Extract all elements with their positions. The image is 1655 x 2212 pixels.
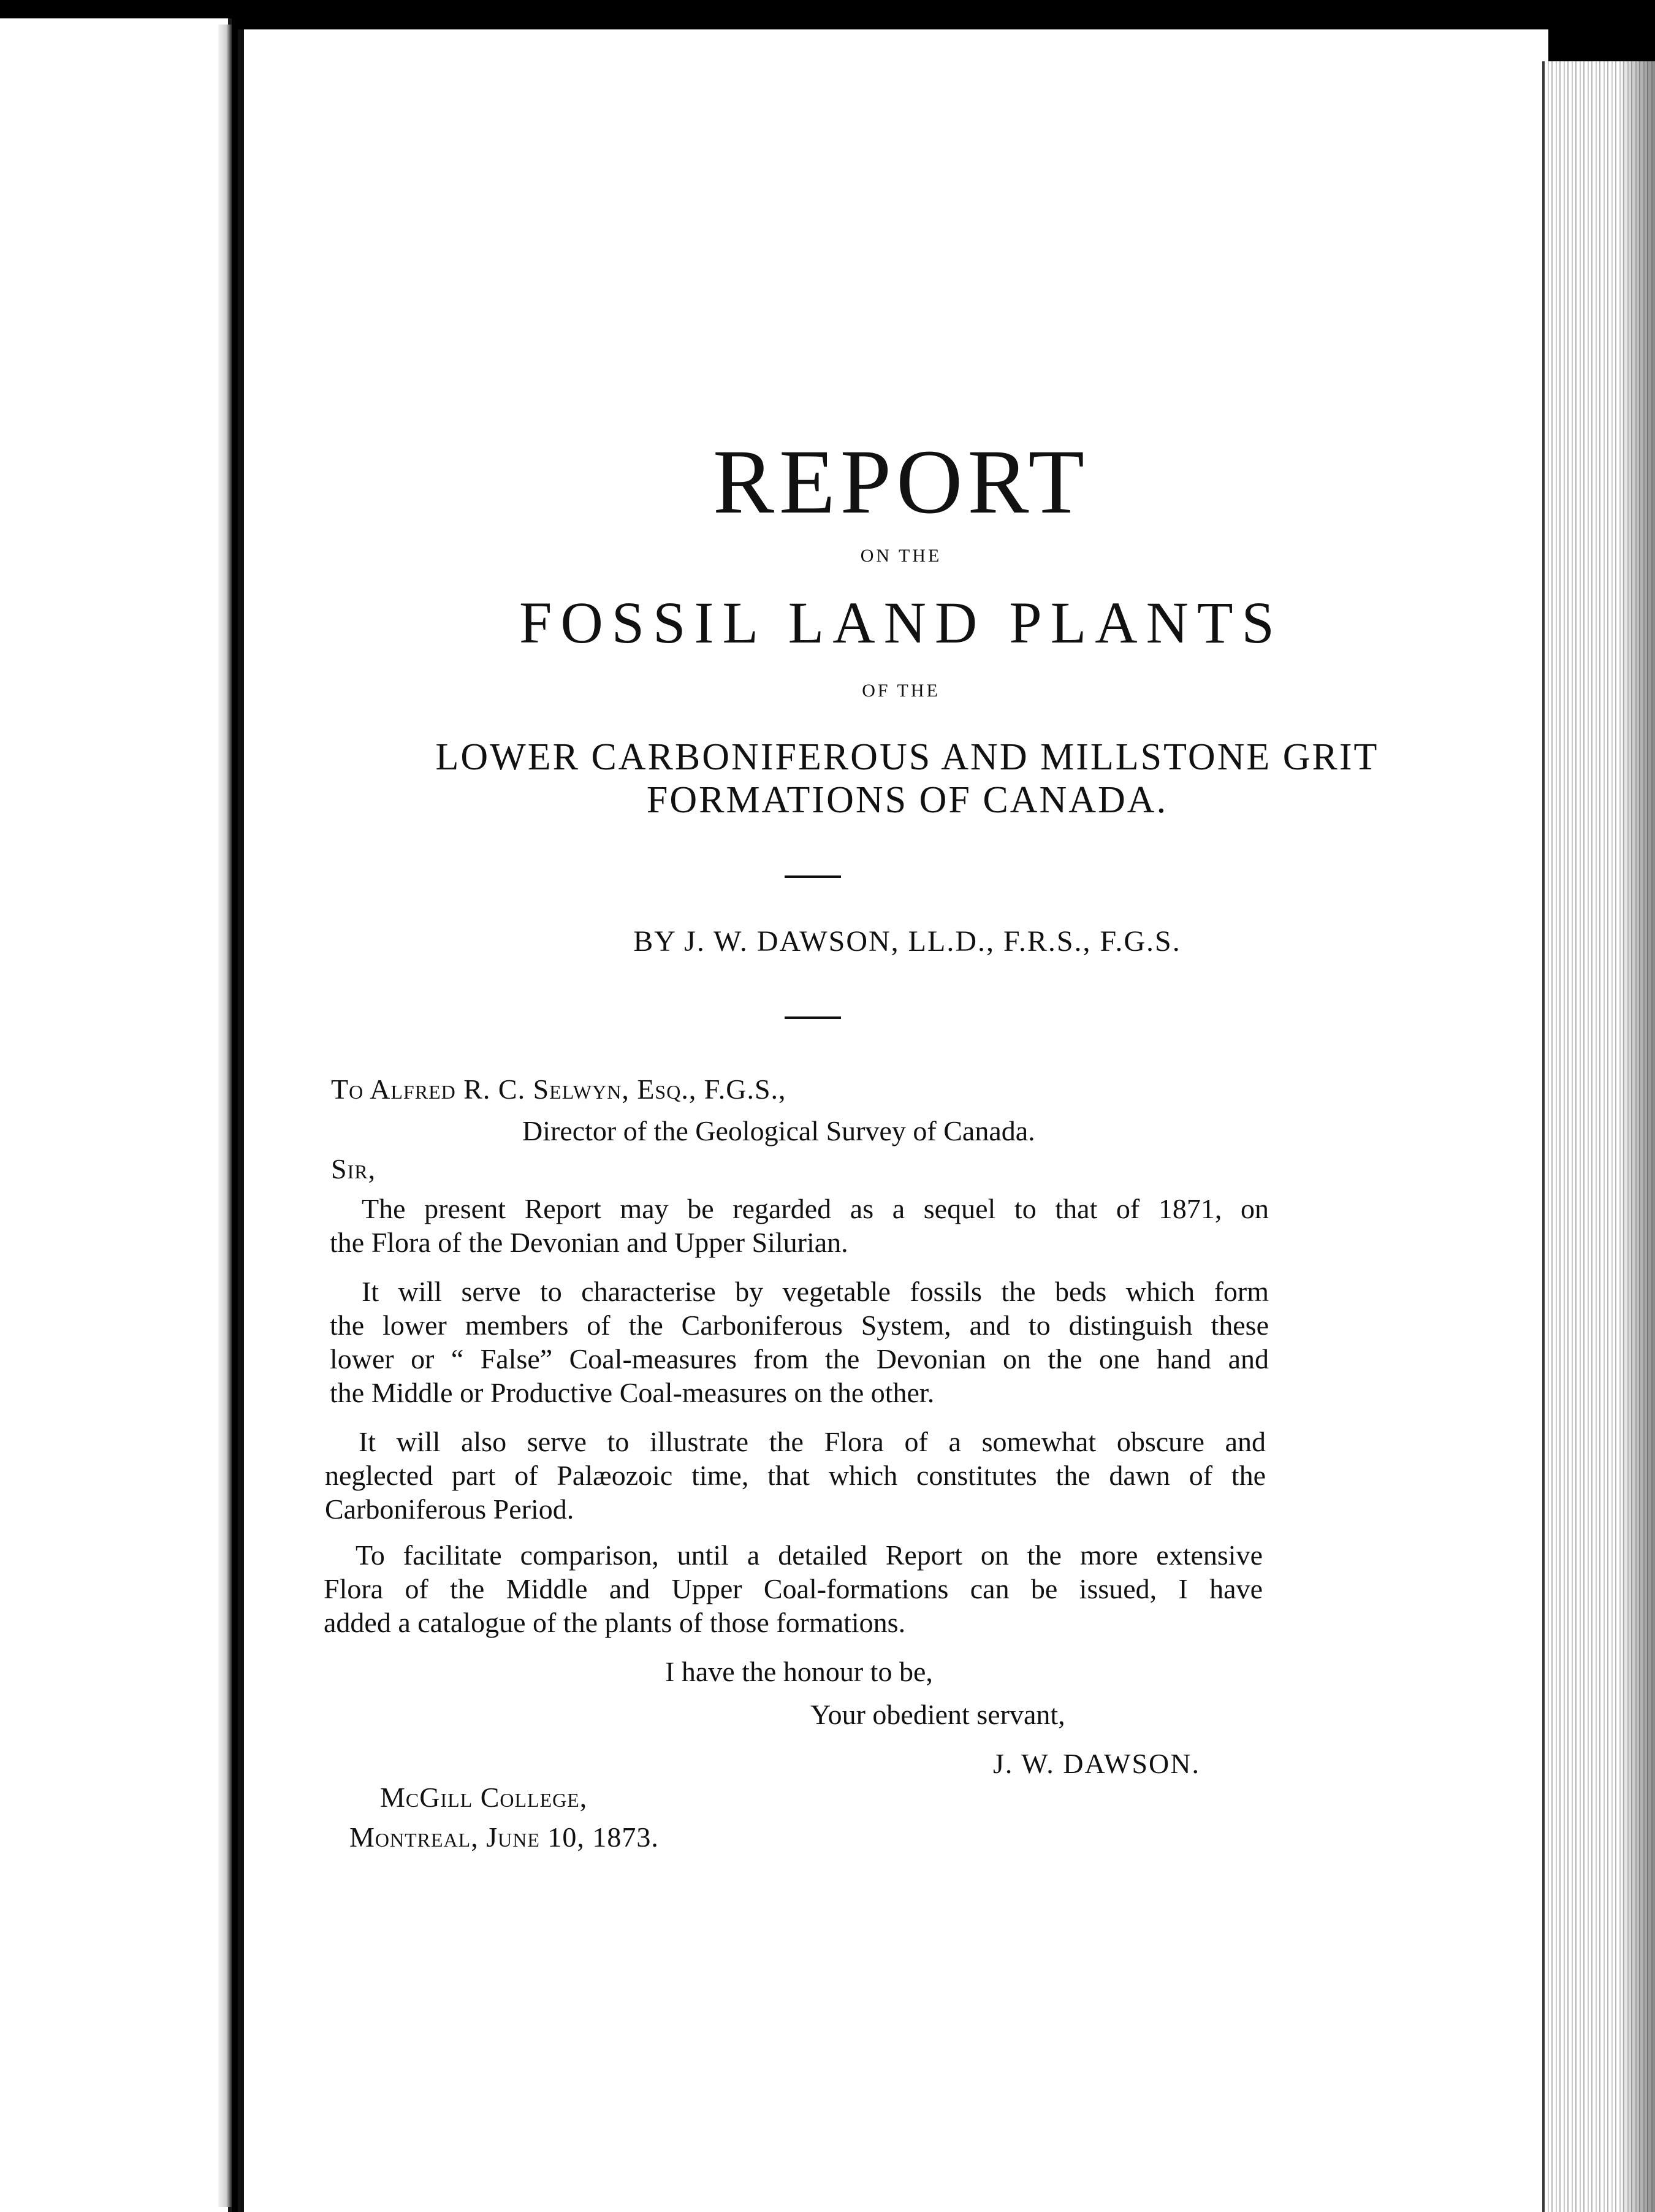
of-the-connector: OF THE xyxy=(862,681,940,701)
letter-body-line: added a catalogue of the plants of those formations. xyxy=(324,1607,906,1638)
subtitle-line-2: FORMATIONS OF CANADA. xyxy=(646,779,1168,821)
letter-body-line: the lower members of the Carboniferous System, and to distinguish these xyxy=(330,1310,1269,1341)
letter-date: Montreal, June 10, 1873. xyxy=(349,1821,659,1853)
letter-body-line: It will also serve to illustrate the Flora of a somewhat obscure and xyxy=(359,1426,1266,1457)
divider-rule xyxy=(785,1016,841,1019)
divider-rule xyxy=(785,875,841,878)
letter-place: McGill College, xyxy=(380,1782,588,1813)
page-edges-shadow xyxy=(1618,61,1655,2212)
letter-body-line: neglected part of Palæozoic time, that which constitutes the dawn of the xyxy=(325,1460,1266,1491)
facing-page xyxy=(0,18,232,2212)
letter-body-line: lower or “ False” Coal-measures from the Devonian on the one hand and xyxy=(330,1343,1269,1375)
letter-body-line: It will serve to characterise by vegetable fossils the beds which form xyxy=(362,1276,1269,1307)
author-byline: BY J. W. DAWSON, LL.D., F.R.S., F.G.S. xyxy=(633,925,1181,958)
letter-signature: J. W. DAWSON. xyxy=(993,1748,1200,1779)
letter-body-line: To facilitate comparison, until a detailed Report on the more extensive xyxy=(356,1539,1263,1571)
letter-address-line-1: To Alfred R. C. Selwyn, Esq., F.G.S., xyxy=(331,1074,786,1105)
letter-closing-1: I have the honour to be, xyxy=(665,1656,933,1687)
on-the-connector: ON THE xyxy=(860,546,942,566)
book-gutter xyxy=(218,25,232,2207)
letter-closing-2: Your obedient servant, xyxy=(810,1699,1065,1730)
report-title: REPORT xyxy=(712,431,1090,533)
letter-body-line: The present Report may be regarded as a sequel to that of 1871, on xyxy=(362,1193,1269,1224)
letter-body-line: Flora of the Middle and Upper Coal-formations can be issued, I have xyxy=(324,1573,1263,1604)
letter-address-line-2: Director of the Geological Survey of Canada. xyxy=(522,1115,1035,1146)
subtitle-line-1: LOWER CARBONIFEROUS AND MILLSTONE GRIT xyxy=(435,736,1379,778)
letter-body-line: the Flora of the Devonian and Upper Silurian. xyxy=(330,1227,848,1258)
main-heading: FOSSIL LAND PLANTS xyxy=(519,590,1283,655)
letter-salutation: Sir, xyxy=(331,1153,376,1184)
letter-body-line: Carboniferous Period. xyxy=(325,1493,574,1525)
letter-body-line: the Middle or Productive Coal-measures on the other. xyxy=(330,1377,935,1408)
